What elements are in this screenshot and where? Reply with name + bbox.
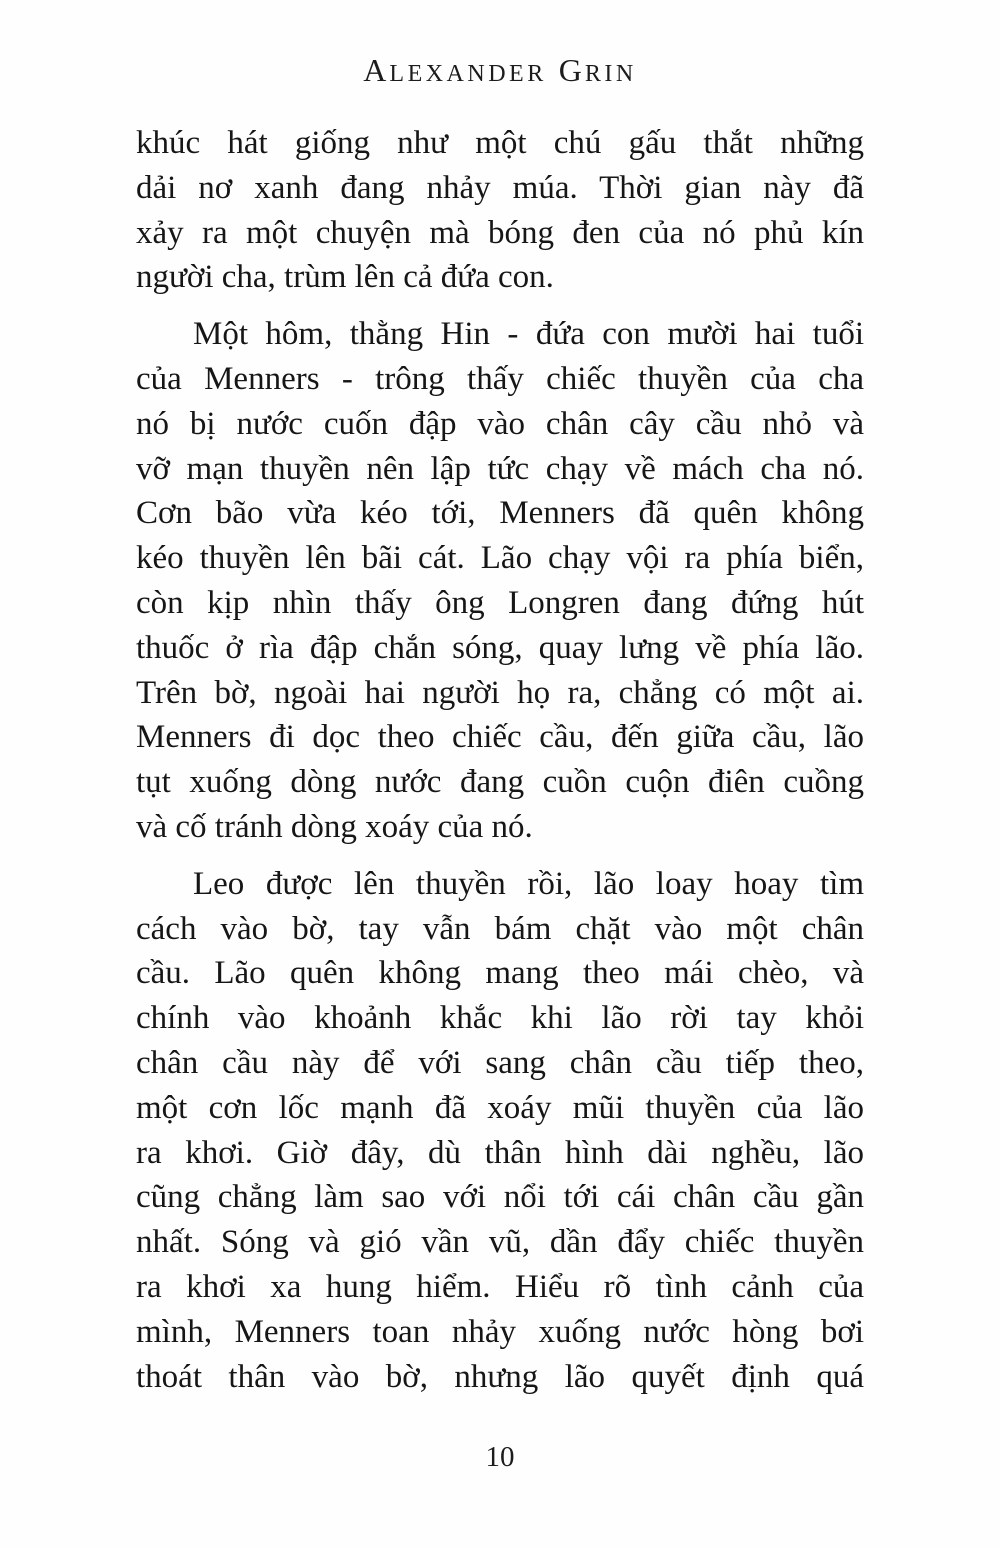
text-line: Menners đi dọc theo chiếc cầu, đến giữa cầu, lão bbox=[136, 719, 864, 756]
paragraph bbox=[136, 862, 864, 1400]
text-line: khúc hát giống như một chú gấu thắt những bbox=[136, 125, 864, 161]
text-line: cầu. Lão quên không mang theo mái chèo, và bbox=[136, 955, 864, 992]
text-line: thoát thân vào bờ, nhưng lão quyết định quá bbox=[136, 1358, 864, 1395]
text-line: Một hôm, thằng Hin - đứa con mười hai tuổi bbox=[193, 316, 864, 353]
header-initial: G bbox=[558, 52, 585, 88]
text-line: Leo được lên thuyền rồi, lão loay hoay tìm bbox=[193, 865, 864, 902]
text-line: dải nơ xanh đang nhảy múa. Thời gian này đã bbox=[136, 169, 864, 206]
text-line: tụt xuống dòng nước đang cuồn cuộn điên cuồng bbox=[136, 764, 864, 801]
text-line: mình, Menners toan nhảy xuống nước hòng bơi bbox=[136, 1313, 864, 1350]
text-line: cách vào bờ, tay vẫn bám chặt vào một chân bbox=[136, 910, 864, 947]
text-line: của Menners - trông thấy chiếc thuyền của cha bbox=[136, 360, 864, 397]
text-line: người cha, trùm lên cả đứa con. bbox=[136, 259, 554, 296]
text-line: ra khơi. Giờ đây, dù thân hình dài nghều, lão bbox=[136, 1134, 864, 1171]
text-line: và cố tránh dòng xoáy của nó. bbox=[136, 808, 533, 845]
text-line: Cơn bão vừa kéo tới, Menners đã quên không bbox=[136, 495, 864, 532]
paragraph bbox=[136, 121, 864, 300]
header-smallcaps: RIN bbox=[584, 61, 637, 87]
body-text-block bbox=[136, 121, 864, 1399]
text-line: vỡ mạn thuyền nên lập tức chạy về mách cha nó. bbox=[136, 450, 864, 487]
text-line: Trên bờ, ngoài hai người họ ra, chẳng có một ai. bbox=[136, 674, 864, 711]
text-line: chính vào khoảnh khắc khi lão rời tay khỏi bbox=[136, 1000, 864, 1037]
header-smallcaps: LEXANDER bbox=[389, 61, 547, 87]
text-line: cũng chẳng làm sao với nổi tới cái chân cầu gần bbox=[136, 1179, 864, 1216]
page-number: 10 bbox=[485, 1441, 515, 1473]
text-line: ra khơi xa hung hiểm. Hiểu rõ tình cảnh của bbox=[136, 1268, 864, 1305]
text-line: xảy ra một chuyện mà bóng đen của nó phủ kín bbox=[136, 214, 864, 251]
text-line: nó bị nước cuốn đập vào chân cây cầu nhỏ và bbox=[136, 405, 864, 442]
text-line: nhất. Sóng và gió vần vũ, dần đẩy chiếc thuyền bbox=[136, 1224, 864, 1261]
text-line: thuốc ở rìa đập chắn sóng, quay lưng về phía lão. bbox=[136, 629, 864, 666]
text-line: kéo thuyền lên bãi cát. Lão chạy vội ra phía biển, bbox=[136, 540, 864, 577]
page-header-author bbox=[0, 52, 1000, 89]
text-line: một cơn lốc mạnh đã xoáy mũi thuyền của lão bbox=[136, 1089, 864, 1126]
text-line: chân cầu này để với sang chân cầu tiếp theo, bbox=[136, 1044, 864, 1081]
paragraph bbox=[136, 312, 864, 850]
text-line: còn kịp nhìn thấy ông Longren đang đứng hút bbox=[136, 584, 864, 621]
header-initial: A bbox=[363, 52, 390, 88]
